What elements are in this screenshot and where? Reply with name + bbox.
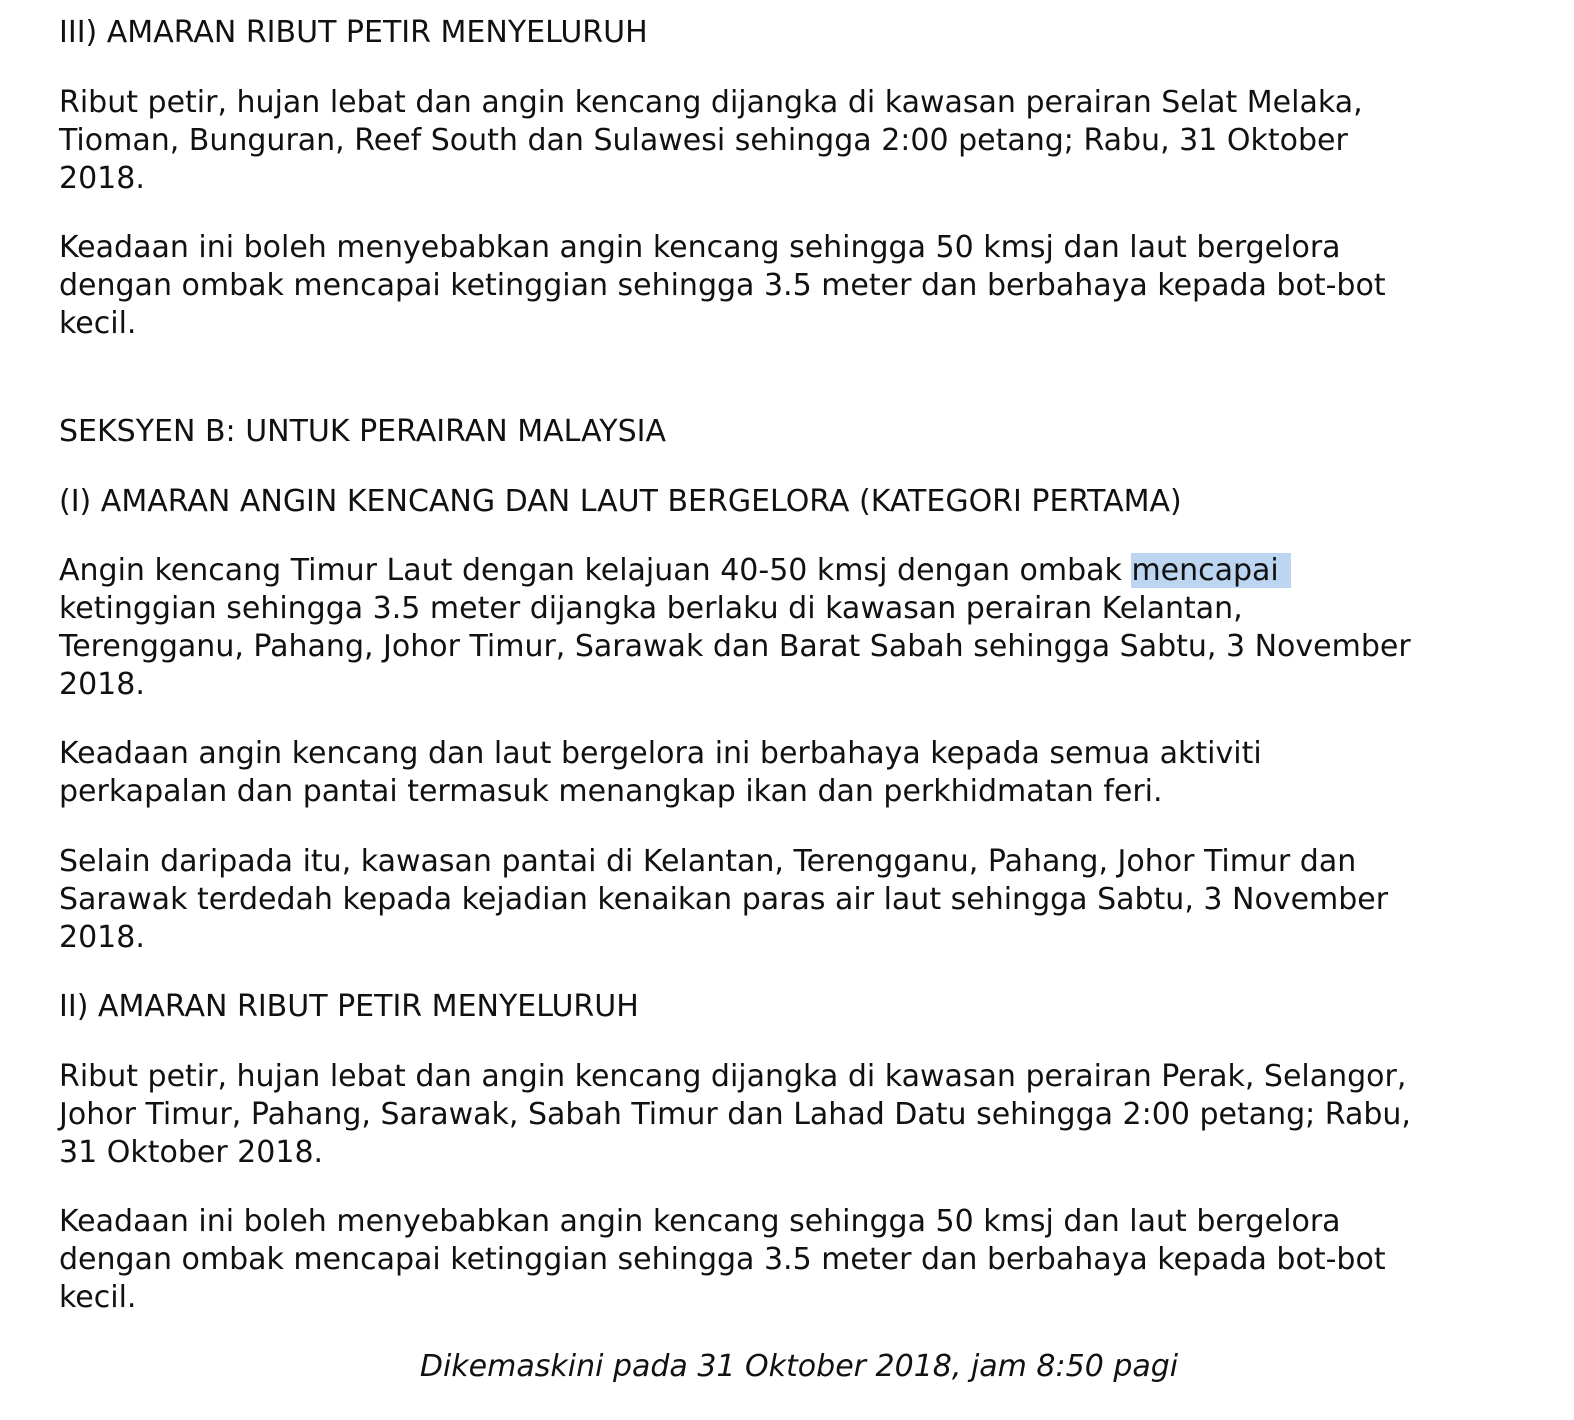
paragraph-line: ketinggian sehingga 3.5 meter dijangka berlaku di kawasan perairan Kelantan, (59, 591, 1243, 626)
text-run: Angin kencang Timur Laut dengan kelajuan 40-50 kmsj dengan ombak (59, 553, 1132, 588)
selected-text[interactable]: mencapai (1131, 553, 1290, 588)
paragraph-line: Ribut petir, hujan lebat dan angin kencang dijangka di kawasan perairan Selat Melaka, (59, 85, 1363, 120)
paragraph-line: 31 Oktober 2018. (59, 1135, 324, 1170)
paragraph-line: dengan ombak mencapai ketinggian sehingga 3.5 meter dan berbahaya kepada bot-bot (59, 268, 1386, 303)
paragraph-line: Ribut petir, hujan lebat dan angin kencang dijangka di kawasan perairan Perak, Selangor, (59, 1059, 1407, 1094)
paragraph-line: Terengganu, Pahang, Johor Timur, Sarawak dan Barat Sabah sehingga Sabtu, 3 November (59, 629, 1411, 664)
paragraph-line: Selain daripada itu, kawasan pantai di Kelantan, Terengganu, Pahang, Johor Timur dan (59, 844, 1357, 879)
paragraph-line: Tioman, Bunguran, Reef South dan Sulawesi sehingga 2:00 petang; Rabu, 31 Oktober (59, 123, 1348, 158)
paragraph-line: 2018. (59, 667, 145, 702)
paragraph-line (59, 552, 1291, 590)
paragraph-line: kecil. (59, 1280, 137, 1315)
section-heading: II) AMARAN RIBUT PETIR MENYELURUH (59, 989, 639, 1024)
paragraph-line: Johor Timur, Pahang, Sarawak, Sabah Timur dan Lahad Datu sehingga 2:00 petang; Rabu, (59, 1097, 1411, 1132)
paragraph-line: Keadaan ini boleh menyebabkan angin kencang sehingga 50 kmsj dan laut bergelora (59, 230, 1341, 265)
paragraph-line: perkapalan dan pantai termasuk menangkap ikan dan perkhidmatan feri. (59, 774, 1163, 809)
paragraph-line: 2018. (59, 161, 145, 196)
paragraph-line: Keadaan ini boleh menyebabkan angin kencang sehingga 50 kmsj dan laut bergelora (59, 1204, 1341, 1239)
paragraph-line: dengan ombak mencapai ketinggian sehingga 3.5 meter dan berbahaya kepada bot-bot (59, 1242, 1386, 1277)
paragraph-line: Keadaan angin kencang dan laut bergelora ini berbahaya kepada semua aktiviti (59, 736, 1262, 771)
paragraph-line: kecil. (59, 306, 137, 341)
paragraph-line: 2018. (59, 920, 145, 955)
section-heading: III) AMARAN RIBUT PETIR MENYELURUH (59, 15, 648, 50)
section-title: SEKSYEN B: UNTUK PERAIRAN MALAYSIA (59, 414, 667, 449)
paragraph-line: Sarawak terdedah kepada kejadian kenaikan paras air laut sehingga Sabtu, 3 November (59, 882, 1389, 917)
section-heading: (I) AMARAN ANGIN KENCANG DAN LAUT BERGELORA (KATEGORI PERTAMA) (59, 484, 1182, 519)
last-updated-note: Dikemaskini pada 31 Oktober 2018, jam 8:50 pagi (419, 1349, 1179, 1384)
